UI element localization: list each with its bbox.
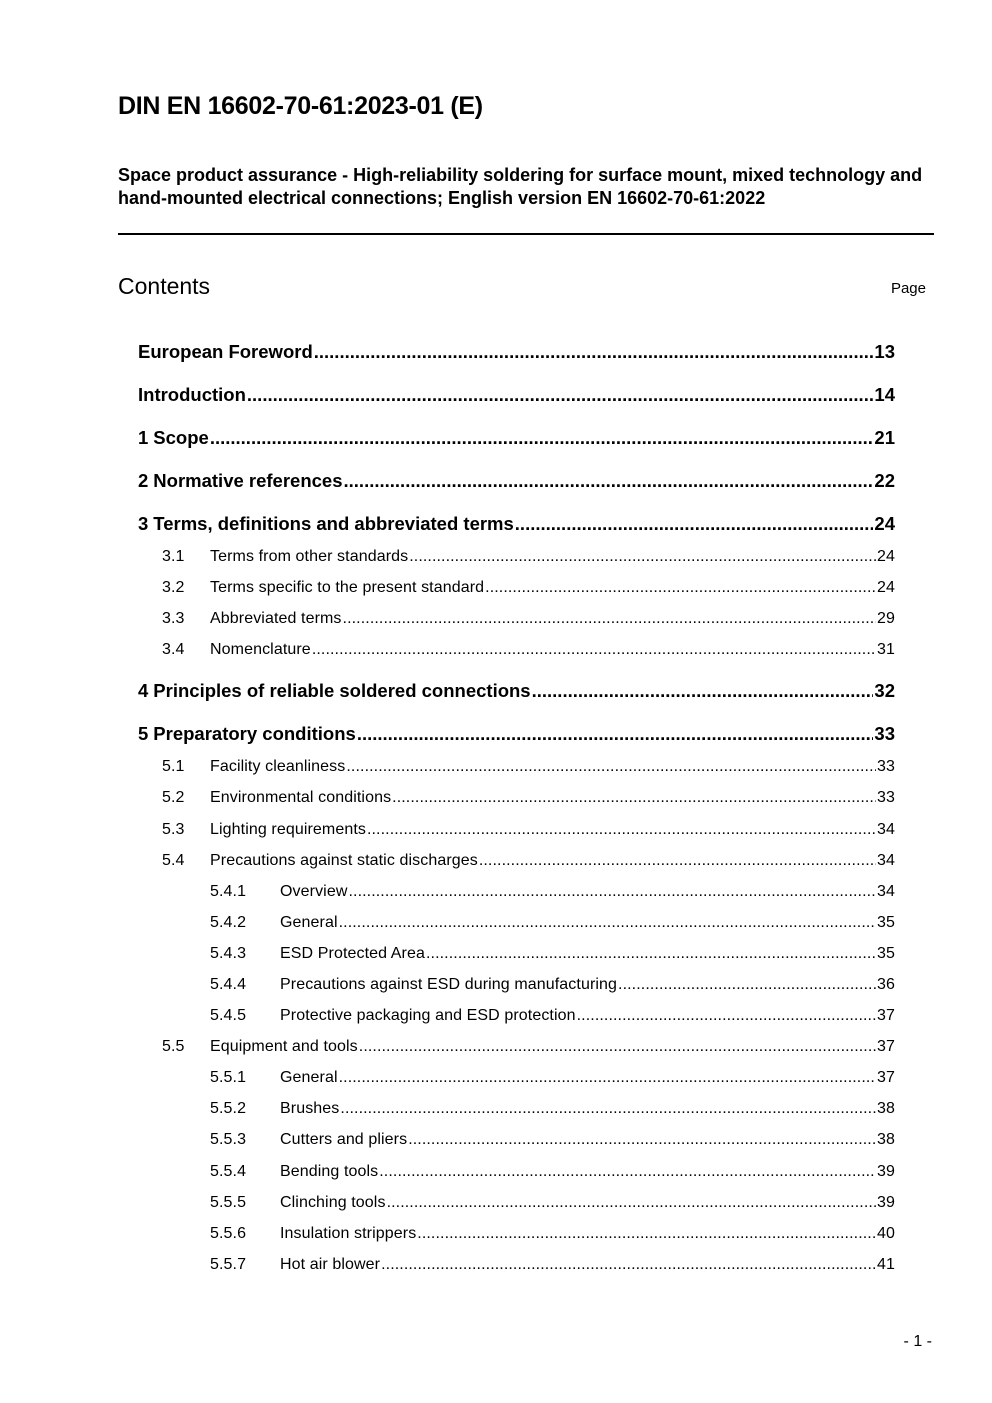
toc-entry-page: 38 <box>877 1100 895 1117</box>
toc-leader <box>343 610 876 628</box>
document-subtitle: Space product assurance - High-reliability soldering for surface mount, mixed technology and hand-mounted electrical connections; English version EN 16602-70-61:2022 <box>118 165 923 208</box>
toc-leader <box>344 470 874 492</box>
toc-entry-number: 3.4 <box>162 641 185 658</box>
toc-entry-page: 38 <box>877 1131 895 1148</box>
toc-leader <box>348 883 876 901</box>
toc-leader <box>387 1194 876 1212</box>
toc-entry-number: 5.4.2 <box>210 914 247 931</box>
toc-entry-number: 4 <box>138 680 149 701</box>
toc-entry-number: 3 <box>138 513 149 534</box>
toc-entry-number: 3.2 <box>162 579 185 596</box>
toc-entry-page: 34 <box>877 821 895 838</box>
toc-entry-text: Facility cleanliness <box>210 758 346 775</box>
toc-entry-text: Clinching tools <box>280 1194 386 1211</box>
toc-entry-5-2[interactable] <box>162 789 895 807</box>
toc-entry-page: 39 <box>877 1194 895 1211</box>
toc-leader <box>479 852 876 870</box>
toc-entry-page: 31 <box>877 641 895 658</box>
toc-leader <box>417 1225 876 1243</box>
toc-entry-page: 37 <box>877 1007 895 1024</box>
toc-entry-5-4-5[interactable] <box>210 1007 895 1025</box>
toc-entry-5-5-1[interactable] <box>210 1069 895 1087</box>
toc-leader <box>426 945 876 963</box>
toc-leader <box>532 680 874 702</box>
toc-leader <box>367 821 876 839</box>
toc-entry-5-5-3[interactable] <box>210 1131 895 1149</box>
toc-leader <box>515 513 874 535</box>
toc-entry-number: 5.3 <box>162 821 185 838</box>
toc-entry-text: Cutters and pliers <box>280 1131 408 1148</box>
toc-entry-text: Insulation strippers <box>280 1225 417 1242</box>
toc-leader <box>381 1256 876 1274</box>
toc-entry-number: 5.5.6 <box>210 1225 247 1242</box>
toc-leader <box>247 384 874 406</box>
toc-entry-text: Equipment and tools <box>210 1038 358 1055</box>
toc-leader <box>618 976 876 994</box>
toc-leader <box>485 579 876 597</box>
toc-entry-3-4[interactable] <box>162 641 895 659</box>
toc-entry-text: Precautions against static discharges <box>210 852 478 869</box>
toc-entry-5[interactable] <box>138 723 895 745</box>
toc-entry-page: 13 <box>874 341 895 362</box>
toc-leader <box>339 1069 876 1087</box>
toc-entry-page: 36 <box>877 976 895 993</box>
toc-entry-page: 32 <box>874 680 895 701</box>
toc-entry-5-3[interactable] <box>162 821 895 839</box>
toc-entry-number: 5.5.4 <box>210 1163 247 1180</box>
toc-entry-text: Scope <box>153 427 209 448</box>
toc-entry-text: Lighting requirements <box>210 821 366 838</box>
toc-entry-european-foreword[interactable] <box>138 341 895 363</box>
toc-entry-5-5-5[interactable] <box>210 1194 895 1212</box>
toc-entry-page: 24 <box>874 513 895 534</box>
toc-entry-number: 5.4.3 <box>210 945 247 962</box>
toc-entry-text: ESD Protected Area <box>280 945 425 962</box>
toc-entry-text: General <box>280 914 338 931</box>
toc-entry-page: 14 <box>874 384 895 405</box>
page-column-label: Page <box>890 280 926 297</box>
toc-entry-5-5-6[interactable] <box>210 1225 895 1243</box>
toc-entry-5-5-7[interactable] <box>210 1256 895 1274</box>
toc-leader <box>346 758 876 776</box>
header-divider <box>118 233 934 235</box>
toc-leader <box>408 1131 876 1149</box>
toc-entry-number: 5.2 <box>162 789 185 806</box>
toc-entry-number: 5 <box>138 723 149 744</box>
toc-leader <box>314 341 874 363</box>
toc-entry-number: 3.3 <box>162 610 185 627</box>
toc-entry-introduction[interactable] <box>138 384 895 406</box>
toc-entry-5-4-2[interactable] <box>210 914 895 932</box>
toc-entry-number: 5.4.1 <box>210 883 247 900</box>
toc-entry-text: Terms, definitions and abbreviated terms <box>153 513 514 534</box>
toc-entry-3-2[interactable] <box>162 579 895 597</box>
toc-entry-page: 33 <box>877 758 895 775</box>
document-title: DIN EN 16602-70-61:2023-01 (E) <box>118 92 483 120</box>
toc-entry-text: General <box>280 1069 338 1086</box>
toc-entry-number: 5.5.3 <box>210 1131 247 1148</box>
toc-entry-page: 37 <box>877 1038 895 1055</box>
toc-entry-3[interactable] <box>138 513 895 535</box>
toc-entry-5-4-3[interactable] <box>210 945 895 963</box>
toc-entry-number: 3.1 <box>162 548 185 565</box>
toc-entry-text: Nomenclature <box>210 641 311 658</box>
toc-entry-text: Environmental conditions <box>210 789 392 806</box>
toc-entry-text: Terms from other standards <box>210 548 409 565</box>
toc-entry-3-3[interactable] <box>162 610 895 628</box>
toc-entry-page: 34 <box>877 883 895 900</box>
toc-leader <box>312 641 876 659</box>
toc-entry-number: 5.5 <box>162 1038 185 1055</box>
toc-entry-number: 2 <box>138 470 149 491</box>
toc-entry-5-4[interactable] <box>162 852 895 870</box>
toc-leader <box>409 548 876 566</box>
toc-entry-5-5[interactable] <box>162 1038 895 1056</box>
toc-entry-page: 35 <box>877 914 895 931</box>
toc-entry-5-4-1[interactable] <box>210 883 895 901</box>
toc-entry-3-1[interactable] <box>162 548 895 566</box>
toc-entry-page: 24 <box>877 579 895 596</box>
toc-entry-number: 5.1 <box>162 758 185 775</box>
toc-entry-number: 5.5.2 <box>210 1100 247 1117</box>
toc-entry-5-5-4[interactable] <box>210 1163 895 1181</box>
toc-leader <box>379 1163 876 1181</box>
toc-entry-5-5-2[interactable] <box>210 1100 895 1118</box>
toc-entry-page: 29 <box>877 610 895 627</box>
toc-entry-text: Bending tools <box>280 1163 379 1180</box>
toc-entry-number: 5.5.7 <box>210 1256 247 1273</box>
toc-entry-4[interactable] <box>138 680 895 702</box>
toc-entry-page: 39 <box>877 1163 895 1180</box>
toc-entry-text: Normative references <box>153 470 343 491</box>
toc-entry-number: 5.4.5 <box>210 1007 247 1024</box>
toc-entry-text: Abbreviated terms <box>210 610 342 627</box>
toc-entry-page: 33 <box>877 789 895 806</box>
toc-entry-page: 33 <box>874 723 895 744</box>
contents-heading: Contents <box>118 273 211 299</box>
page-number: - 1 - <box>903 1333 932 1350</box>
toc-entry-text: Brushes <box>280 1100 340 1117</box>
toc-entry-page: 40 <box>877 1225 895 1242</box>
toc-entry-text: Precautions against ESD during manufacturing <box>280 976 618 993</box>
toc-leader <box>340 1100 876 1118</box>
toc-entry-page: 37 <box>877 1069 895 1086</box>
toc-entry-text: Overview <box>280 883 348 900</box>
toc-entry-page: 24 <box>877 548 895 565</box>
toc-entry-number: 5.4.4 <box>210 976 247 993</box>
toc-entry-page: 41 <box>877 1256 895 1273</box>
toc-entry-number: 5.5.1 <box>210 1069 247 1086</box>
toc-entry-number: 5.4 <box>162 852 185 869</box>
toc-entry-text: Introduction <box>138 384 246 405</box>
toc-entry-1[interactable] <box>138 427 895 449</box>
toc-entry-page: 34 <box>877 852 895 869</box>
toc-entry-text: Preparatory conditions <box>153 723 356 744</box>
toc-entry-text: Terms specific to the present standard <box>210 579 485 596</box>
toc-leader <box>392 789 876 807</box>
toc-entry-text: Protective packaging and ESD protection <box>280 1007 576 1024</box>
toc-entry-text: European Foreword <box>138 341 313 362</box>
toc-entry-5-4-4[interactable] <box>210 976 895 994</box>
toc-leader <box>577 1007 876 1025</box>
toc-leader <box>359 1038 876 1056</box>
toc-leader <box>339 914 876 932</box>
toc-entry-page: 21 <box>874 427 895 448</box>
toc-entry-text: Principles of reliable soldered connections <box>153 680 531 701</box>
toc-entry-number: 1 <box>138 427 149 448</box>
toc-entry-number: 5.5.5 <box>210 1194 247 1211</box>
toc-entry-page: 35 <box>877 945 895 962</box>
toc-entry-page: 22 <box>874 470 895 491</box>
toc-leader <box>210 427 874 449</box>
toc-entry-2[interactable] <box>138 470 895 492</box>
toc-leader <box>357 723 874 745</box>
toc-entry-text: Hot air blower <box>280 1256 381 1273</box>
toc-entry-5-1[interactable] <box>162 758 895 776</box>
